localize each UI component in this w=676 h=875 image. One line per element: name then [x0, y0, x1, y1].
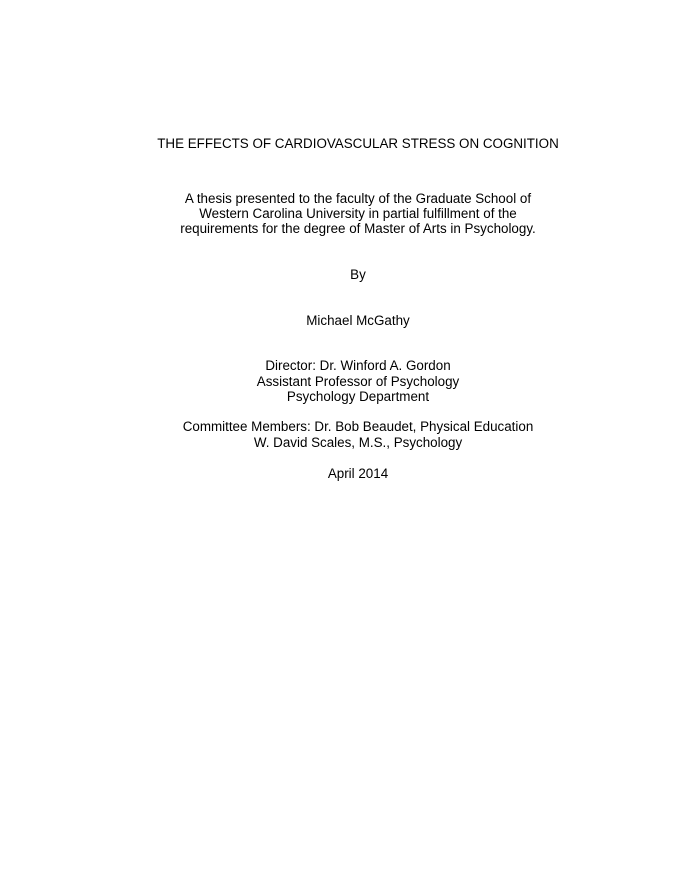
committee-line-1: Committee Members: Dr. Bob Beaudet, Physical Education — [182, 419, 534, 434]
submission-date: April 2014 — [327, 466, 389, 481]
statement-line-1: A thesis presented to the faculty of the Graduate School of — [184, 191, 532, 206]
statement-line-2: Western Carolina University in partial fulfillment of the — [199, 206, 517, 221]
director-line-2: Assistant Professor of Psychology — [256, 374, 460, 389]
thesis-title: THE EFFECTS OF CARDIOVASCULAR STRESS ON COGNITION — [157, 136, 559, 151]
by-label: By — [350, 267, 366, 282]
director-line-3: Psychology Department — [286, 389, 430, 404]
director-line-1: Director: Dr. Winford A. Gordon — [265, 358, 451, 373]
statement-line-3: requirements for the degree of Master of Arts in Psychology. — [180, 221, 536, 236]
author-name: Michael McGathy — [306, 313, 410, 328]
committee-line-2: W. David Scales, M.S., Psychology — [253, 435, 463, 450]
